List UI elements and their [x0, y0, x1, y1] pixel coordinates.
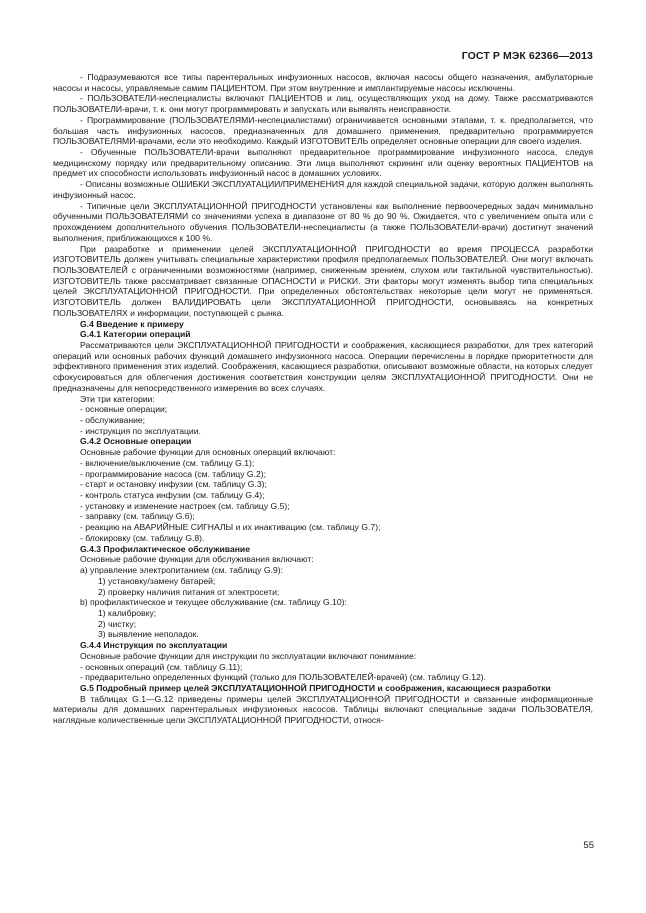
list-intro: Основные рабочие функции для обслуживания включают:: [80, 554, 314, 565]
paragraph: - Программирование (ПОЛЬЗОВАТЕЛЯМИ-неспециалистами) ограничивается основными этапами, т. к. предполагается, что большая часть инфузионных насосов, предназначенных для домашнего применения, предварительно программируется ПОЛЬЗОВАТЕЛЯМИ-врачами, если это необходимо. Каждый ИЗГОТОВИТЕЛЬ определяет основные операции для своего изделия.: [53, 114, 593, 147]
sub-list-item: 2) чистку;: [98, 618, 137, 629]
list-item: - установку и изменение настроек (см. таблицу G.5);: [80, 500, 290, 511]
list-intro: Эти три категории:: [80, 393, 155, 404]
list-item: b) профилактическое и текущее обслуживание (см. таблицу G.10):: [80, 597, 347, 608]
subsection-heading-g41: G.4.1 Категории операций: [80, 329, 191, 340]
paragraph: Рассматриваются цели ЭКСПЛУАТАЦИОННОЙ ПРИГОДНОСТИ и соображения, касающиеся разработки, для трех категорий операций или основных рабочих функций домашнего инфузионного насоса. Операции перечислены в порядке приоритетности для эффективного применения этих изделий. Соображения, касающиеся разработки, описывают возможные области, на которых следует сфокусироваться для облегчения достижения соответствия конструкции целям ЭКСПЛУАТАЦИОННОЙ ПРИГОДНОСТИ. Они не предназначены для непосредственного измерения во всех случаях.: [53, 339, 593, 393]
list-intro: Основные рабочие функции для инструкции по эксплуатации включают понимание:: [80, 650, 417, 661]
list-item: а) управление электропитанием (см. таблицу G.9):: [80, 565, 283, 576]
list-item: - реакцию на АВАРИЙНЫЕ СИГНАЛЫ и их инактивацию (см. таблицу G.7);: [80, 522, 381, 533]
paragraph: - Описаны возможные ОШИБКИ ЭКСПЛУАТАЦИИ/ПРИМЕНЕНИЯ для каждой специальной задачи, которую должен выполнять инфузионный насос.: [53, 179, 593, 200]
paragraph: - ПОЛЬЗОВАТЕЛИ-неспециалисты включают ПАЦИЕНТОВ и лиц, осуществляющих уход на дому. Также рассматриваются ПОЛЬЗОВАТЕЛИ-врачи, т. к. они могут программировать и запускать или выявлять неисправности.: [53, 93, 593, 115]
subsection-heading-g43: G.4.3 Профилактическое обслуживание: [80, 543, 250, 554]
list-item: - обслуживание;: [80, 415, 146, 425]
list-item: - основные операции;: [80, 404, 168, 415]
list-item: - заправку (см. таблицу G.6);: [80, 511, 195, 522]
section-heading-g4: G.4 Введение к примеру: [80, 318, 184, 329]
sub-list-item: 1) калибровку;: [98, 607, 157, 618]
subsection-heading-g42: G.4.2 Основные операции: [80, 436, 192, 447]
page-number: 55: [583, 840, 594, 851]
list-intro: Основные рабочие функции для основных операций включают:: [80, 447, 336, 458]
list-item: - блокировку (см. таблицу G.8).: [80, 532, 205, 543]
paragraph: При разработке и применении целей ЭКСПЛУАТАЦИОННОЙ ПРИГОДНОСТИ во время ПРОЦЕССА разработки ИЗГОТОВИТЕЛЬ должен учитывать специальные характеристики профиля предполагаемых ПОЛЬЗОВАТЕЛЕЙ. Они могут включать ПОЛЬЗОВАТЕЛЕЙ с ограниченными возможностями (например, сниженным зрением, слухом или тактильной чувствительностью). ИЗГОТОВИТЕЛЬ также рассматривает связанные ОПАСНОСТИ и РИСКИ. Эти факторы могут изменять выбор типа специальных целей ЭКСПЛУАТАЦИОННОЙ ПРИГОДНОСТИ. При определенных обстоятельствах некоторые цели могут не применяться. ИЗГОТОВИТЕЛЬ должен ВАЛИДИРОВАТЬ цели ЭКСПЛУАТАЦИОННОЙ ПРИГОДНОСТИ, основываясь на конкретных ПОЛЬЗОВАТЕЛЯХ и информации, поступающей с рынка.: [53, 243, 593, 318]
list-item: - программирование насоса (см. таблицу G.2);: [80, 468, 266, 479]
paragraph: - Типичные цели ЭКСПЛУАТАЦИОННОЙ ПРИГОДНОСТИ установлены как выполнение первоочередных задач минимально обученными ПОЛЬЗОВАТЕЛЯМИ со значениями успеха в диапазоне от 80 % до 90 %. Ожидается, что с увеличением опыта или с прохождением дополнительного обучения ПОЛЬЗОВАТЕЛИ-неспециалисты (а также ПОЛЬЗОВАТЕЛИ-врачи) достигнут значений выполнения, приближающихся к 100 %.: [53, 200, 593, 243]
list-item: - предварительно определенных функций (только для ПОЛЬЗОВАТЕЛЕЙ-врачей) (см. таблицу G.12).: [80, 672, 487, 683]
document-body: [53, 72, 593, 726]
subsection-heading-g44: G.4.4 Инструкция по эксплуатации: [80, 640, 228, 651]
list-item: - инструкция по эксплуатации.: [80, 425, 201, 436]
paragraph: В таблицах G.1—G.12 приведены примеры целей ЭКСПЛУАТАЦИОННОЙ ПРИГОДНОСТИ и связанные информационные материалы для домашних парентеральных инфузионных насосов. Таблицы включают специальные задачи ПОЛЬЗОВАТЕЛЯ, наглядные количественные цели ЭКСПЛУАТАЦИОННОЙ ПРИГОДНОСТИ, относя-: [53, 693, 593, 726]
document-standard-header: ГОСТ Р МЭК 62366—2013: [461, 50, 593, 62]
paragraph: - Подразумеваются все типы парентеральных инфузионных насосов, включая насосы общего назначения, амбулаторные насосы и насосы, управляемые самим ПАЦИЕНТОМ. При этом внутренние и имплантируемые насосы исключены.: [53, 72, 593, 93]
section-heading-g5: G.5 Подробный пример целей ЭКСПЛУАТАЦИОННОЙ ПРИГОДНОСТИ и соображения, касающиеся разработки: [80, 682, 551, 693]
sub-list-item: 3) выявление неполадок.: [98, 629, 199, 640]
list-item: - включение/выключение (см. таблицу G.1);: [80, 457, 255, 468]
list-item: - контроль статуса инфузии (см. таблицу G.4);: [80, 490, 265, 501]
sub-list-item: 1) установку/замену батарей;: [98, 575, 216, 586]
list-item: - основных операций (см. таблицу G.11);: [80, 661, 243, 672]
list-item: - старт и остановку инфузии (см. таблицу G.3);: [80, 479, 267, 490]
paragraph: - Обученные ПОЛЬЗОВАТЕЛИ-врачи выполняют предварительное программирование инфузионного насоса, следуя медицинскому порядку или предварительному описанию. Эти лица выполняют скрининг или оценку вероятных ПАЦИЕНТОВ на предмет их способности использовать инфузионный насос в домашних условиях.: [53, 147, 593, 179]
sub-list-item: 2) проверку наличия питания от электросети;: [98, 586, 280, 597]
